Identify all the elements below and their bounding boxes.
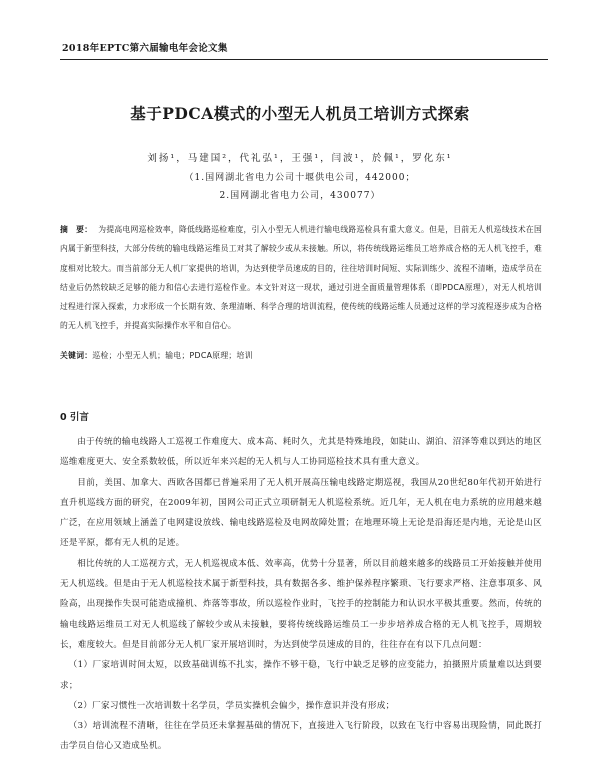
list-item: （3）培训流程不清晰，往往在学员还未掌握基础的情况下，直接进入飞行阶段，以致在飞行中容易出现险情，同此既打击学员自信心又造成坠机。 <box>60 721 542 752</box>
list-item: （2）厂家习惯性一次培训数十名学员，学员实操机会偏少，操作意识并没有形成； <box>68 700 395 711</box>
body-text <box>60 432 542 757</box>
paragraph: 相比传统的人工巡视方式，无人机巡视成本低、效率高，优势十分显著，所以目前越来越多的线路员工开始接触并使用无人机巡线。但是由于无人机巡检技术属于新型科技，具有数据各多、维护保养程序繁琐、飞行要求严格、注意事项多、风险高，出现操作失误可能造成撞机、炸落等事故，所以巡检作业时，飞控手的控制能力和认识水平极其重要。然而，传统的输电线路运维员工对无人机巡线了解较少或从未接触，要将传统线路运维员工一步步培养成合格的无人机飞控手，周期较长，难度较大。但是目前部分无人机厂家开展培训时，为达到使学员速成的目的，往往存在有以下几点问题： <box>60 558 542 650</box>
paper-title: 基于PDCA模式的小型无人机员工培训方式探索 <box>130 104 470 123</box>
keywords <box>60 350 542 361</box>
list-item: （1）厂家培训时间太短，以致基础训练不扎实，操作不够干稳，飞行中缺乏足够的应变能力，拍摄照片质量难以达到要求； <box>60 660 542 691</box>
affiliation-2: 2.国网湖北省电力公司，430077） <box>219 191 381 201</box>
section-heading: 0 引言 <box>60 412 89 423</box>
paragraph: 目前，美国、加拿大、西欧各国都已普遍采用了无人机开展高压输电线路定期巡视，我国从20世纪80年代初开始进行直升机巡线方面的研究，在2009年初，国网公司正式立项研制无人机巡检系统。近几年，无人机在电力系统的应用越来越广泛，在应用领域上涵盖了电网建设放线、输电线路巡检及电网故障处置；在地理环境上无论是沿海还是内地，无论是山区还是平原，都有无人机的足迹。 <box>60 477 542 549</box>
affiliation-1: （1.国网湖北省电力公司十堰供电公司，442000； <box>184 173 416 183</box>
abstract-label: 摘 要： <box>60 225 93 234</box>
author-list: 刘扬¹，马建国²，代礼弘¹，王强¹，闫波¹，於佩¹，罗化东¹ <box>147 153 453 164</box>
keywords-text: 巡检；小型无人机；输电；PDCA原理；培训 <box>92 351 253 360</box>
keywords-label: 关键词： <box>60 351 93 360</box>
header-divider <box>60 59 548 60</box>
abstract <box>60 220 542 336</box>
running-header: 2018年EPTC第六届输电年会论文集 <box>62 43 228 54</box>
abstract-text: 为提高电网巡检效率，降低线路巡检难度，引入小型无人机进行输电线路巡检具有重大意义。但是，目前无人机巡线技术在国内属于新型科技，大部分传统的输电线路运维员工对其了解较少或从未接触。所以，将传统线路运维员工培养成合格的无人机飞控手，难度相对比较大。而当前部分无人机厂家提供的培训，为达到使学员速成的目的，往往培训时间短、实际训练少、流程不清晰，造成学员在结业后仍然较缺乏足够的能力和信心去进行巡检作业。本文针对这一现状，通过引进全面质量管理体系（即PDCA原理），对无人机培训过程进行深入探索，力求形成一个长期有效、条理清晰、科学合理的培训流程，使传统的线路运维人员通过这样的学习流程逐步成为合格的无人机飞控手，并提高实际操作水平和自信心。 <box>60 225 542 331</box>
paragraph: 由于传统的输电线路人工巡视工作难度大、成本高、耗时久，尤其是特殊地段，如陡山、湖泊、沼泽等难以到达的地区巡维难度更大、安全系数较低，所以近年来兴起的无人机与人工协同巡检技术具有重大意义。 <box>60 437 542 468</box>
